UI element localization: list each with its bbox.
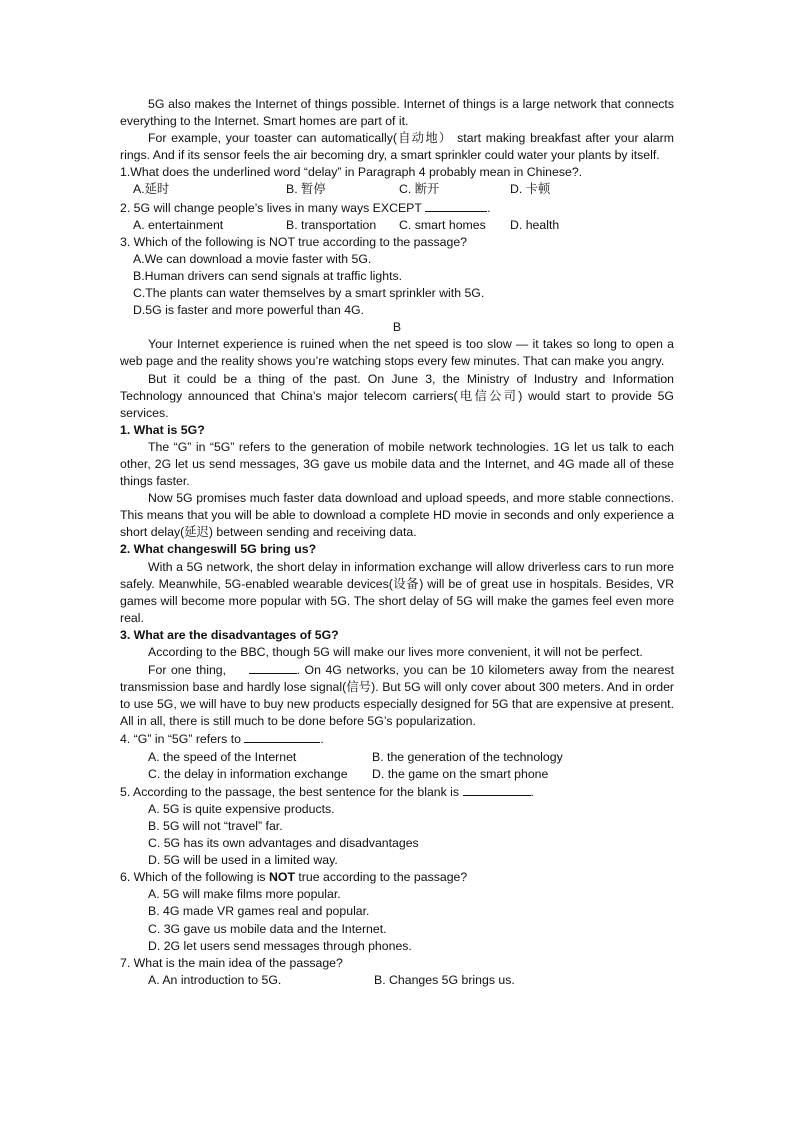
question-3-stem: 3. Which of the following is NOT true according to the passage? xyxy=(120,234,468,249)
passage-blank xyxy=(249,661,297,674)
question-5-option-a: A. 5G is quite expensive products. xyxy=(148,801,335,816)
question-5-option-b: B. 5G will not “travel” far. xyxy=(148,818,283,833)
section-3-paragraph-1: According to the BBC, though 5G will make our lives more convenient, it will not be perfect. xyxy=(148,645,643,659)
question-2-option-d: D. health xyxy=(510,217,560,232)
question-5-option-c: C. 5G has its own advantages and disadvantages xyxy=(148,836,419,851)
question-4-option-d: D. the game on the smart phone xyxy=(372,766,549,781)
section-1-paragraph-2: Now 5G promises much faster data download and upload speeds, and more stable connections. This means that you will be able to download a complete HD movie in seconds and only experience a short delay(延迟) between sending and receiving data. xyxy=(120,491,674,540)
question-5-stem: 5. According to the passage, the best sentence for the blank is xyxy=(120,784,460,799)
question-6-stem-line xyxy=(120,869,674,886)
section-3-paragraph-2-rest: . On 4G networks, you can be 10 kilometers away from the nearest transmission base and hardly lose signal(信号). But 5G will only cover about 300 meters. And in order to use 5G, we will have to buy new products especially designed for 5G that are expensive at present. All in all, there is still much to be done before 5G’s popularization. xyxy=(120,663,674,729)
question-2-stem: 2. 5G will change people’s lives in many ways EXCEPT xyxy=(120,200,422,215)
question-2-option-b: B. transportation xyxy=(286,217,377,232)
question-6-stem-pre: 6. Which of the following is xyxy=(120,870,269,885)
question-4-stem-line xyxy=(120,730,674,748)
intro-paragraph-1: 5G also makes the Internet of things possible. Internet of things is a large network that connects everything to the Internet. Smart homes are part of it. xyxy=(120,97,674,129)
question-7-option-a: A. An introduction to 5G. xyxy=(148,972,282,987)
question-1-option-a: A.延时 xyxy=(133,182,170,197)
question-6-option-b: B. 4G made VR games real and popular. xyxy=(148,904,370,919)
question-6-stem-post: true according to the passage? xyxy=(294,870,468,885)
answer-blank xyxy=(244,730,320,743)
passage-b-paragraph-1: Your Internet experience is ruined when the net speed is too slow — it takes so long to open a web page and the reality shows you’re watching stops every few minutes. That can make you angry. xyxy=(120,337,674,369)
question-1-option-c: C. 断开 xyxy=(399,182,440,197)
question-6-stem-bold: NOT xyxy=(269,870,295,885)
question-4-option-c: C. the delay in information exchange xyxy=(148,766,348,781)
document-page xyxy=(120,96,674,989)
question-1-option-d: D. 卡顿 xyxy=(510,182,551,197)
question-1-stem: 1.What does the underlined word “delay” in Paragraph 4 probably mean in Chinese?. xyxy=(120,165,583,180)
question-5-option-d: D. 5G will be used in a limited way. xyxy=(148,853,338,868)
question-2-stem-line xyxy=(120,199,674,217)
intro-paragraph-2: For example, your toaster can automatically(自动地） start making breakfast after your alarm rings. And if its sensor feels the air becoming dry, a smart sprinkler could water your plants by itself. xyxy=(120,131,674,163)
question-6-option-c: C. 3G gave us mobile data and the Internet. xyxy=(148,921,387,936)
question-3-option-a: A.We can download a movie faster with 5G. xyxy=(133,251,372,266)
question-5-stem-end: . xyxy=(530,784,534,799)
section-3-paragraph-2 xyxy=(120,661,674,730)
question-1-option-b: B. 暂停 xyxy=(286,182,326,197)
question-2-stem-end: . xyxy=(487,200,491,215)
question-7-option-b: B. Changes 5G brings us. xyxy=(374,972,515,987)
answer-blank xyxy=(463,783,531,796)
question-6-option-d: D. 2G let users send messages through phones. xyxy=(148,938,412,953)
question-6-option-a: A. 5G will make films more popular. xyxy=(148,887,341,902)
question-4-option-b: B. the generation of the technology xyxy=(372,749,563,764)
section-heading-disadvantages: 3. What are the disadvantages of 5G? xyxy=(120,627,339,642)
question-4-stem-end: . xyxy=(320,732,324,747)
section-3-paragraph-2-start: For one thing, xyxy=(148,663,227,678)
section-1-paragraph-1: The “G” in “5G” refers to the generation of mobile network technologies. 1G let us talk to each other, 2G let us send messages, 3G gave us mobile data and the Internet, and 4G made all of these things faster. xyxy=(120,439,674,489)
section-2-paragraph-1: With a 5G network, the short delay in information exchange will allow driverless cars to run more safely. Meanwhile, 5G-enabled wearable devices(设备) will be of great use in hospitals. Besides, VR games will become more popular with 5G. The short delay of 5G will make the games feel even more real. xyxy=(120,559,674,625)
question-3-option-b: B.Human drivers can send signals at traffic lights. xyxy=(133,268,403,283)
question-3-option-c: C.The plants can water themselves by a smart sprinkler with 5G. xyxy=(133,286,485,301)
question-3-option-d: D.5G is faster and more powerful than 4G. xyxy=(133,303,365,318)
question-7-stem: 7. What is the main idea of the passage? xyxy=(120,955,343,970)
question-7-options xyxy=(120,972,674,989)
question-2-options xyxy=(120,217,674,234)
question-2-option-c: C. smart homes xyxy=(399,217,486,232)
question-2-option-a: A. entertainment xyxy=(133,217,224,232)
passage-b-paragraph-2: But it could be a thing of the past. On June 3, the Ministry of Industry and Information Technology announced that China’s major telecom carriers(电信公司) would start to provide 5G services. xyxy=(120,371,674,420)
answer-blank xyxy=(425,199,487,212)
question-1-options xyxy=(120,181,674,198)
section-heading-what-is-5g: 1. What is 5G? xyxy=(120,422,205,437)
question-4-options-row-1 xyxy=(120,749,674,766)
section-heading-changes: 2. What changeswill 5G bring us? xyxy=(120,542,317,557)
question-4-stem: 4. “G” in “5G” refers to xyxy=(120,732,241,747)
question-4-options-row-2 xyxy=(120,766,674,783)
question-5-stem-line xyxy=(120,783,674,801)
section-b-label: B xyxy=(392,320,402,335)
question-4-option-a: A. the speed of the Internet xyxy=(148,749,297,764)
